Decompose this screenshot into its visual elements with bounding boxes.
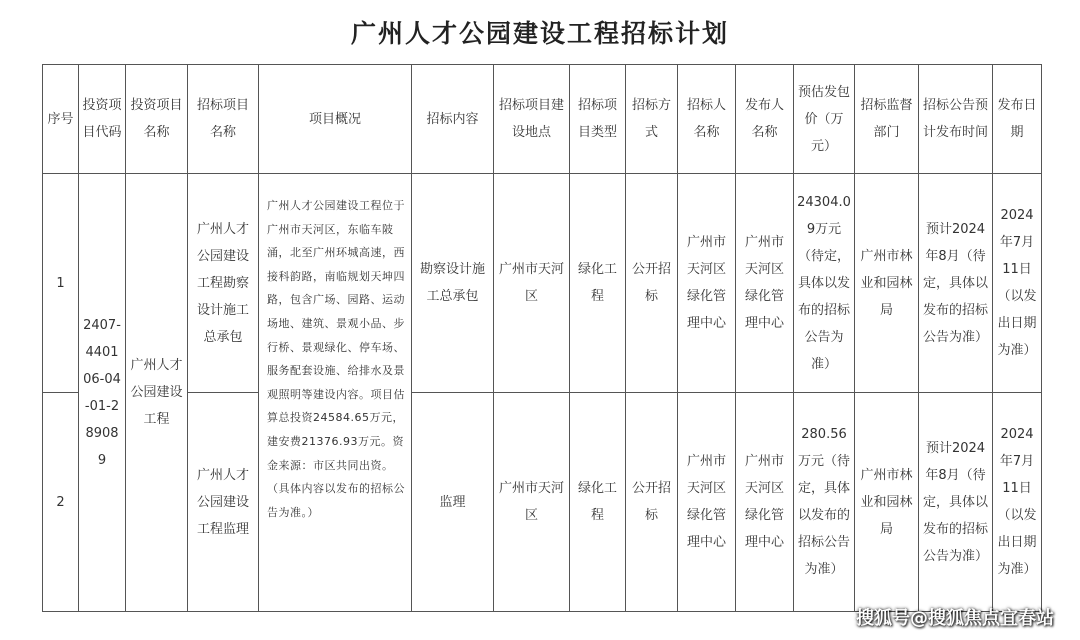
cell-tenderer: 广州市天河区绿化管理中心 (678, 393, 736, 612)
cell-publish-date: 2024年7月11日（以发出日期为准） (993, 393, 1042, 612)
cell-supervisor: 广州市林业和园林局 (855, 393, 919, 612)
cell-type: 绿化工程 (570, 393, 626, 612)
page-title: 广州人才公园建设工程招标计划 (350, 19, 729, 48)
cell-investment-code: 2407-440106-04-01-289089 (79, 174, 126, 612)
cell-tenderer: 广州市天河区绿化管理中心 (678, 174, 736, 393)
table-row (43, 174, 1042, 393)
header-location: 招标项目建设地点 (494, 65, 570, 174)
header-publisher: 发布人名称 (736, 65, 794, 174)
header-tender-name: 招标项目名称 (188, 65, 259, 174)
cell-notice-time: 预计2024年8月（待定，具体以发布的招标公告为准） (919, 174, 993, 393)
cell-project-overview: 广州人才公园建设工程位于广州市天河区，东临车陂涌，北至广州环城高速，西接科韵路，南临规划天坤四路，包含广场、园路、运动场地、建筑、景观小品、步行桥、景观绿化、停车场、服务配套设施、给排水及景观照明等建设内容。项目估算总投资24584.65万元，建安费21376.93万元。资金来源：市区共同出资。（具体内容以发布的招标公告为准。） (259, 174, 412, 612)
header-seq: 序号 (43, 65, 79, 174)
header-content: 招标内容 (412, 65, 494, 174)
cell-content: 勘察设计施工总承包 (412, 174, 494, 393)
cell-seq: 1 (43, 174, 79, 393)
cell-location: 广州市天河区 (494, 174, 570, 393)
cell-method: 公开招标 (626, 393, 678, 612)
cell-price: 24304.09万元（待定，具体以发布的招标公告为准） (794, 174, 855, 393)
cell-type: 绿化工程 (570, 174, 626, 393)
cell-price: 280.56万元（待定，具体以发布的招标公告为准） (794, 393, 855, 612)
header-row (43, 65, 1042, 174)
cell-location: 广州市天河区 (494, 393, 570, 612)
header-publish-date: 发布日期 (993, 65, 1042, 174)
table-row (43, 393, 1042, 612)
header-price: 预估发包价（万元） (794, 65, 855, 174)
cell-notice-time: 预计2024年8月（待定，具体以发布的招标公告为准） (919, 393, 993, 612)
header-project-name: 投资项目名称 (126, 65, 188, 174)
cell-tender-name: 广州人才公园建设工程监理 (188, 393, 259, 612)
cell-publish-date: 2024年7月11日（以发出日期为准） (993, 174, 1042, 393)
cell-project-name: 广州人才公园建设工程 (126, 174, 188, 612)
cell-tender-name: 广州人才公园建设工程勘察设计施工总承包 (188, 174, 259, 393)
cell-seq: 2 (43, 393, 79, 612)
header-code: 投资项目代码 (79, 65, 126, 174)
cell-content: 监理 (412, 393, 494, 612)
cell-supervisor: 广州市林业和园林局 (855, 174, 919, 393)
header-notice-time: 招标公告预计发布时间 (919, 65, 993, 174)
cell-publisher: 广州市天河区绿化管理中心 (736, 174, 794, 393)
header-supervisor: 招标监督部门 (855, 65, 919, 174)
watermark: 搜狐号@搜狐焦点宜春站 (856, 608, 1054, 629)
cell-publisher: 广州市天河区绿化管理中心 (736, 393, 794, 612)
header-method: 招标方式 (626, 65, 678, 174)
cell-method: 公开招标 (626, 174, 678, 393)
header-type: 招标项目类型 (570, 65, 626, 174)
header-overview: 项目概况 (259, 65, 412, 174)
header-tenderer: 招标人名称 (678, 65, 736, 174)
tender-plan-table (42, 64, 1042, 612)
